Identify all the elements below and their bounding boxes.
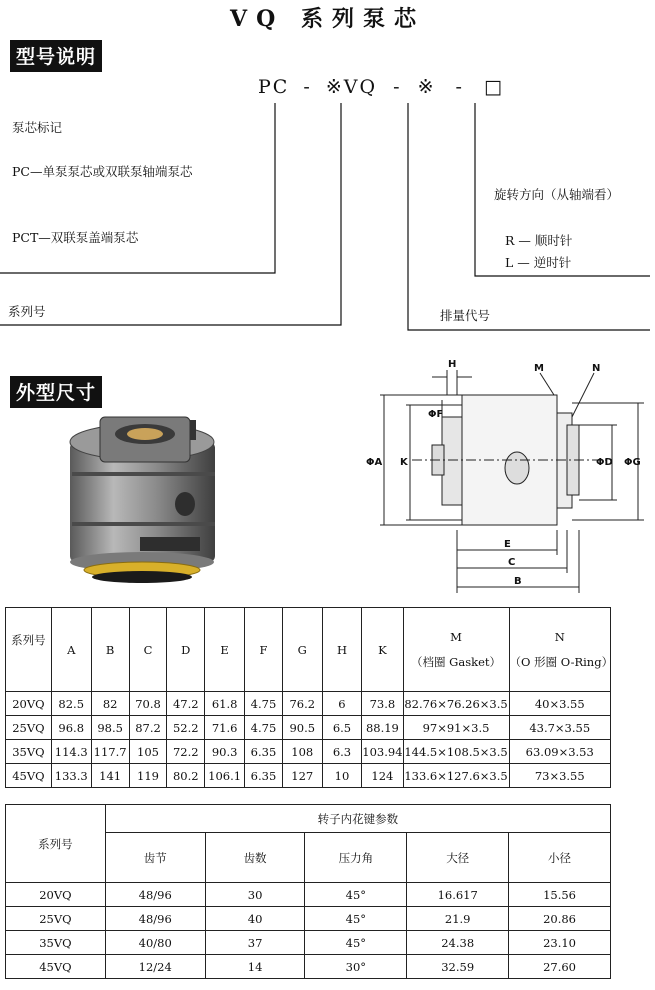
table-cell: 96.8 xyxy=(51,716,91,740)
table-cell: 40 xyxy=(205,907,305,931)
header-m-title: M xyxy=(450,629,462,644)
spline-header-minor: 小径 xyxy=(509,833,611,883)
drawing-label-g: ΦG xyxy=(624,457,641,468)
table-cell: 4.75 xyxy=(245,692,283,716)
table-cell: 16.617 xyxy=(407,883,509,907)
table-cell: 40×3.55 xyxy=(509,692,611,716)
dimension-drawing xyxy=(362,355,652,600)
table-cell: 52.2 xyxy=(167,716,205,740)
table-cell: 106.1 xyxy=(205,764,245,788)
spline-header-teeth: 齿数 xyxy=(205,833,305,883)
table-cell: 90.3 xyxy=(205,740,245,764)
header-f: F xyxy=(245,608,283,692)
table-cell: 21.9 xyxy=(407,907,509,931)
drawing-label-k: K xyxy=(400,457,408,468)
header-m-sub: （档圈 Gasket） xyxy=(411,654,502,669)
table-row xyxy=(6,716,611,740)
spline-table xyxy=(5,804,611,979)
header-d: D xyxy=(167,608,205,692)
drawing-label-e: E xyxy=(504,539,511,550)
table-cell: 35VQ xyxy=(6,931,106,955)
table-cell: 61.8 xyxy=(205,692,245,716)
code-series: ※VQ xyxy=(325,76,378,98)
table-row xyxy=(6,883,611,907)
label-rotation-r: R — 顺时针 xyxy=(505,233,573,248)
table-cell: 48/96 xyxy=(105,883,205,907)
table-cell: 6.3 xyxy=(322,740,362,764)
table-cell: 30 xyxy=(205,883,305,907)
table-row xyxy=(6,692,611,716)
table-cell: 144.5×108.5×3.5 xyxy=(403,740,509,764)
table-row xyxy=(6,764,611,788)
table-cell: 20VQ xyxy=(6,692,52,716)
spline-header-major: 大径 xyxy=(407,833,509,883)
spline-header-pitch: 齿节 xyxy=(105,833,205,883)
header-c: C xyxy=(129,608,167,692)
table-cell: 35VQ xyxy=(6,740,52,764)
table-cell: 105 xyxy=(129,740,167,764)
table-cell: 25VQ xyxy=(6,716,52,740)
table-cell: 117.7 xyxy=(91,740,129,764)
header-n xyxy=(509,608,614,692)
label-core-mark: 泵芯标记 xyxy=(12,120,63,135)
label-rotation-l: L — 逆时针 xyxy=(505,255,572,270)
header-k: K xyxy=(362,608,403,692)
table-cell: 47.2 xyxy=(167,692,205,716)
drawing-label-a: ΦA xyxy=(366,457,383,468)
label-pc-desc: PC—单泵泵芯或双联泵轴端泵芯 xyxy=(12,164,193,179)
table-cell: 45° xyxy=(305,907,407,931)
label-displacement: 排量代号 xyxy=(440,308,491,323)
label-pct-desc: PCT—双联泵盖端泵芯 xyxy=(12,230,139,245)
table-cell: 87.2 xyxy=(129,716,167,740)
table-cell: 103.94 xyxy=(362,740,403,764)
table-cell: 133.3 xyxy=(51,764,91,788)
dimension-table xyxy=(5,607,614,788)
table-cell: 30° xyxy=(305,955,407,979)
spline-header-group: 转子内花键参数 xyxy=(105,805,610,833)
spline-table-group-header xyxy=(6,805,611,833)
table-cell: 6.35 xyxy=(245,740,283,764)
table-cell: 45VQ xyxy=(6,955,106,979)
code-displacement: ※ xyxy=(417,76,436,98)
table-cell: 70.8 xyxy=(129,692,167,716)
table-cell: 88.19 xyxy=(362,716,403,740)
table-cell: 6.35 xyxy=(245,764,283,788)
table-cell: 25VQ xyxy=(6,907,106,931)
table-cell: 127 xyxy=(282,764,322,788)
table-cell: 24.38 xyxy=(407,931,509,955)
dimension-table-header xyxy=(6,608,611,692)
drawing-label-m: M xyxy=(534,363,544,374)
code-dash-2: - xyxy=(393,76,402,98)
table-cell: 20.86 xyxy=(509,907,611,931)
table-cell: 32.59 xyxy=(407,955,509,979)
table-cell: 73×3.55 xyxy=(509,764,611,788)
table-row xyxy=(6,740,611,764)
header-a: A xyxy=(51,608,91,692)
header-n-title: N xyxy=(554,629,565,644)
spline-header-series: 系列号 xyxy=(6,805,106,883)
table-cell: 37 xyxy=(205,931,305,955)
header-h: H xyxy=(322,608,362,692)
table-cell: 6 xyxy=(322,692,362,716)
table-cell: 23.10 xyxy=(509,931,611,955)
label-rotation-title: 旋转方向（从轴端看） xyxy=(494,187,620,202)
drawing-label-h: H xyxy=(448,359,457,370)
header-n-sub: （O 形圈 O-Ring） xyxy=(509,654,614,669)
table-cell: 48/96 xyxy=(105,907,205,931)
table-cell: 63.09×3.53 xyxy=(509,740,611,764)
table-cell: 40/80 xyxy=(105,931,205,955)
code-rotation: □ xyxy=(484,76,504,98)
table-cell: 20VQ xyxy=(6,883,106,907)
code-pc: PC xyxy=(258,76,290,98)
drawing-label-n: N xyxy=(592,363,601,374)
table-cell: 90.5 xyxy=(282,716,322,740)
table-cell: 43.7×3.55 xyxy=(509,716,611,740)
table-cell: 141 xyxy=(91,764,129,788)
table-cell: 80.2 xyxy=(167,764,205,788)
spline-header-angle: 压力角 xyxy=(305,833,407,883)
header-series: 系列号 xyxy=(6,608,52,692)
section-heading-model: 型号说明 xyxy=(10,40,102,72)
table-cell: 45° xyxy=(305,931,407,955)
header-m xyxy=(403,608,509,692)
table-cell: 4.75 xyxy=(245,716,283,740)
table-cell: 97×91×3.5 xyxy=(403,716,509,740)
header-g: G xyxy=(282,608,322,692)
header-e: E xyxy=(205,608,245,692)
table-cell: 82.76×76.26×3.5 xyxy=(403,692,509,716)
table-cell: 133.6×127.6×3.5 xyxy=(403,764,509,788)
table-cell: 73.8 xyxy=(362,692,403,716)
table-cell: 71.6 xyxy=(205,716,245,740)
table-cell: 114.3 xyxy=(51,740,91,764)
code-dash-1: - xyxy=(303,76,312,98)
drawing-label-d: ΦD xyxy=(596,457,613,468)
table-cell: 10 xyxy=(322,764,362,788)
table-cell: 6.5 xyxy=(322,716,362,740)
table-cell: 76.2 xyxy=(282,692,322,716)
drawing-label-c: C xyxy=(508,557,516,568)
page-title: VQ 系列泵芯 xyxy=(230,6,425,32)
table-cell: 27.60 xyxy=(509,955,611,979)
label-series: 系列号 xyxy=(8,304,46,319)
section-heading-dimensions: 外型尺寸 xyxy=(10,376,102,408)
table-cell: 124 xyxy=(362,764,403,788)
pump-core-photo xyxy=(60,412,230,587)
table-cell: 82 xyxy=(91,692,129,716)
table-cell: 119 xyxy=(129,764,167,788)
code-dash-3: - xyxy=(455,76,464,98)
table-cell: 15.56 xyxy=(509,883,611,907)
table-row xyxy=(6,931,611,955)
table-cell: 14 xyxy=(205,955,305,979)
drawing-label-b: B xyxy=(514,576,522,587)
table-cell: 108 xyxy=(282,740,322,764)
table-cell: 45° xyxy=(305,883,407,907)
table-cell: 12/24 xyxy=(105,955,205,979)
table-cell: 45VQ xyxy=(6,764,52,788)
table-row xyxy=(6,907,611,931)
drawing-label-f: ΦF xyxy=(428,409,444,420)
header-b: B xyxy=(91,608,129,692)
table-cell: 82.5 xyxy=(51,692,91,716)
table-cell: 98.5 xyxy=(91,716,129,740)
table-cell: 72.2 xyxy=(167,740,205,764)
table-row xyxy=(6,955,611,979)
